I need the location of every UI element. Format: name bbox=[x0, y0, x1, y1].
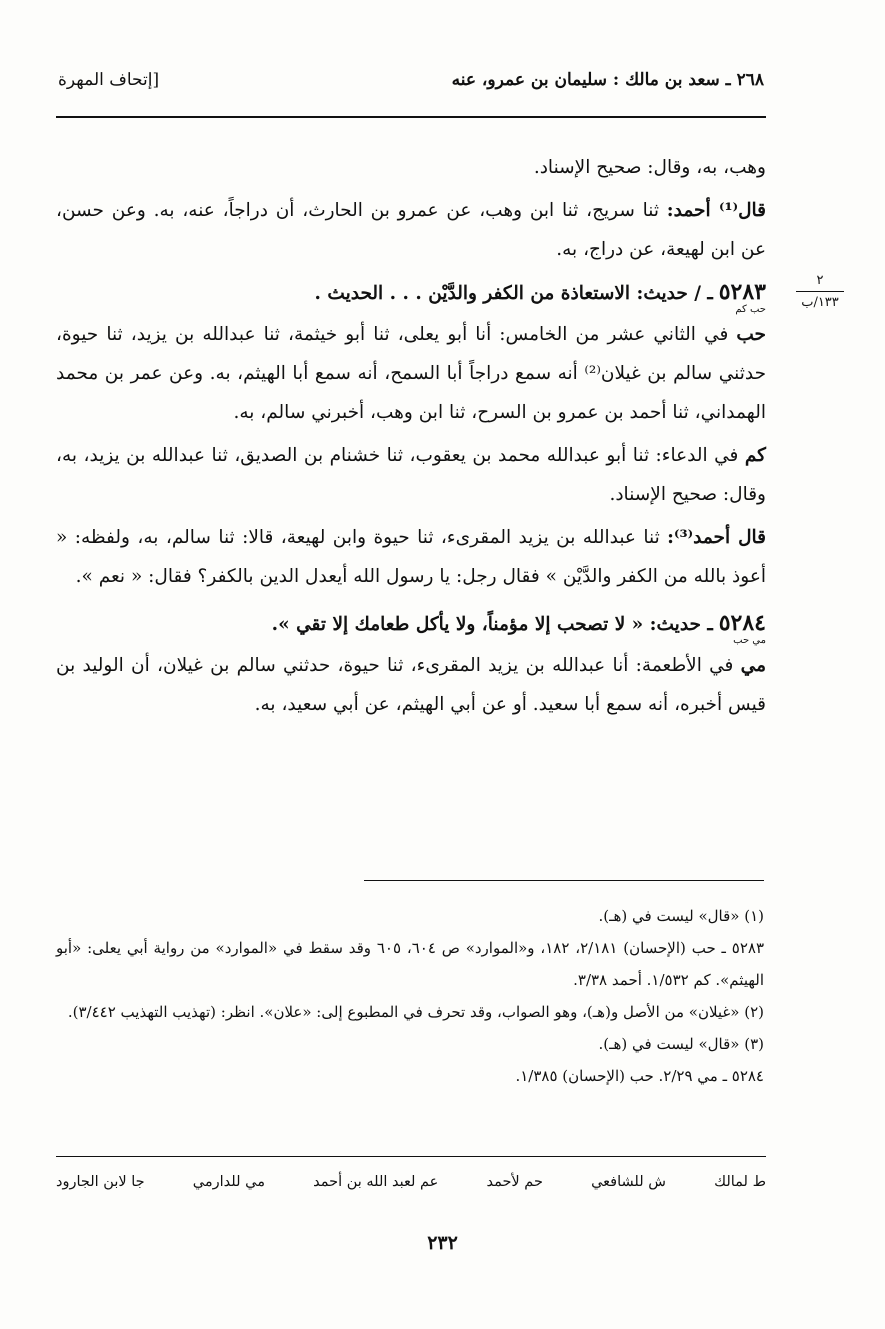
paragraph-lead: كم bbox=[744, 445, 766, 466]
footnote: ٥٢٨٣ ـ حب (الإحسان) ٢/١٨١، ١٨٢، و«الموارد» ص ٦٠٤، ٦٠٥ وقد سقط في «الموارد» من رواية أبي يعلى: «أبو الهيثم». كم ١/٥٣٢. أحمد ٣/٣٨. bbox=[56, 939, 765, 989]
hadith-heading bbox=[56, 273, 766, 315]
paragraph bbox=[56, 315, 766, 432]
hadith-title: ـ حديث: « لا تصحب إلا مؤمناً، ولا يأكل طعامك إلا تقي ». bbox=[271, 614, 713, 635]
margin-reference bbox=[790, 272, 850, 311]
paragraph-text: ثنا سريج، ثنا ابن وهب، عن عمرو بن الحارث، أن دراجاً، عنه، به. وعن حسن، عن ابن لهيعة، عن دراج، به. bbox=[56, 200, 766, 260]
footnote-rule bbox=[364, 880, 764, 881]
paragraph-text: في الثاني عشر من الخامس: أنا أبو يعلى، ثنا أبو خيثمة، ثنا عبدالله بن يزيد، ثنا حيوة، حدثني سالم بن غيلان⁽²⁾ أنه سمع دراجاً أبا السمح، أنه سمع أبا الهيثم، به. وعن عمر بن محمد الهمداني، ثنا أحمد بن عمرو بن السرح، ثنا ابن وهب، أخبرني سالم، به. bbox=[56, 324, 767, 423]
hadith-number: ٥٢٨٣ bbox=[718, 279, 766, 305]
paragraph-lead: حب bbox=[736, 324, 766, 345]
margin-ref-bottom: ١٣٣/ب bbox=[801, 295, 839, 310]
paragraph-lead: قال أحمد⁽³⁾: bbox=[667, 527, 766, 548]
paragraph bbox=[56, 148, 766, 187]
source-sigla: حب كم bbox=[735, 304, 766, 315]
footnote: (١) «قال» ليست في (هـ). bbox=[598, 907, 764, 925]
footnotes bbox=[56, 900, 764, 1092]
margin-ref-top: ٢ bbox=[816, 273, 824, 288]
abbreviation-item: عم لعبد الله بن أحمد bbox=[313, 1174, 439, 1190]
page-number: ٢٣٢ bbox=[427, 1232, 458, 1254]
paragraph-text: وهب، به، وقال: صحيح الإسناد. bbox=[533, 157, 766, 178]
hadith-title: ـ / حديث: الاستعاذة من الكفر والدَّيْن . . . الحديث . bbox=[314, 283, 713, 304]
paragraph bbox=[56, 191, 766, 269]
footnote: (٣) «قال» ليست في (هـ). bbox=[598, 1035, 764, 1053]
margin-ref-divider bbox=[796, 291, 844, 292]
abbreviation-key bbox=[56, 1174, 766, 1190]
abbreviation-item: ش للشافعي bbox=[591, 1174, 666, 1190]
paragraph-text: في الدعاء: ثنا أبو عبدالله محمد بن يعقوب، ثنا خشنام بن الصديق، ثنا عبدالله بن يزيد، به، وقال: صحيح الإسناد. bbox=[56, 445, 766, 505]
footnote: (٢) «غيلان» من الأصل و(هـ)، وهو الصواب، وقد تحرف في المطبوع إلى: «علان». انظر: (تهذيب التهذيب ٣/٤٤٢). bbox=[67, 1003, 764, 1021]
hadith-heading bbox=[56, 604, 766, 646]
paragraph-text: في الأطعمة: أنا عبدالله بن يزيد المقرىء، ثنا حيوة، حدثني سالم بن غيلان، أن الوليد بن قيس أخبره، أنه سمع أبا سعيد. أو عن أبي الهيثم، عن أبي سعيد، به. bbox=[56, 655, 766, 715]
running-header bbox=[58, 70, 764, 90]
header-rule bbox=[56, 116, 766, 118]
abbreviation-item: جا لابن الجارود bbox=[56, 1174, 145, 1190]
abbreviations-rule bbox=[56, 1156, 766, 1157]
paragraph bbox=[56, 646, 766, 724]
hadith-number: ٥٢٨٤ bbox=[718, 610, 766, 636]
paragraph bbox=[56, 436, 766, 514]
abbreviation-item: ط لمالك bbox=[714, 1174, 766, 1190]
paragraph-text: ثنا عبدالله بن يزيد المقرىء، ثنا حيوة وابن لهيعة، قالا: ثنا سالم، به، ولفظه: « أعوذ بالله من الكفر والدَّيْن » فقال رجل: يا رسول الله أيعدل الدين بالكفر؟ فقال: « نعم ». bbox=[56, 527, 766, 587]
main-text bbox=[56, 148, 766, 728]
abbreviation-item: مي للدارمي bbox=[192, 1174, 265, 1190]
header-book-name: [إتحاف المهرة bbox=[58, 70, 160, 90]
abbreviation-item: حم لأحمد bbox=[486, 1174, 543, 1190]
source-sigla: مي حب bbox=[733, 635, 766, 646]
paragraph-lead: مي bbox=[740, 655, 766, 676]
header-title: ٢٦٨ ـ سعد بن مالك : سليمان بن عمرو، عنه bbox=[451, 70, 764, 90]
paragraph-lead: قال⁽¹⁾ أحمد: bbox=[666, 200, 766, 221]
footnote: ٥٢٨٤ ـ مي ٢/٢٩. حب (الإحسان) ١/٣٨٥. bbox=[515, 1067, 764, 1085]
paragraph bbox=[56, 518, 766, 596]
